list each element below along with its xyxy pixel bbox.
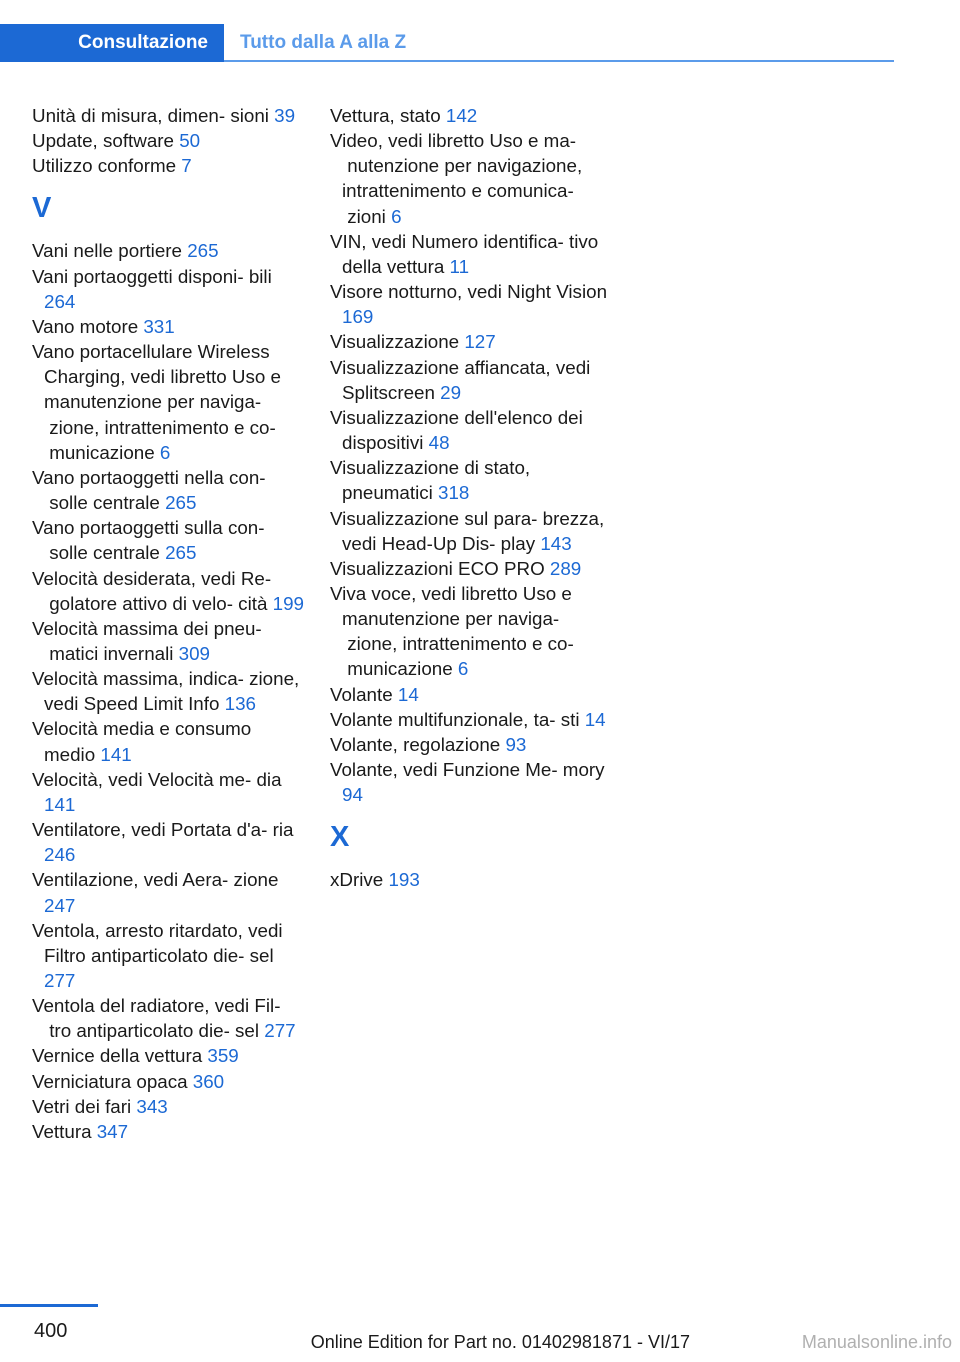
index-entry-page-link[interactable]: 318 bbox=[438, 482, 470, 504]
index-entry-term: Ventilatore, vedi Portata d'a- ria bbox=[32, 819, 294, 841]
index-entry bbox=[32, 566, 307, 616]
index-entry bbox=[32, 238, 307, 263]
index-entry bbox=[330, 229, 610, 279]
index-entry-page-link[interactable]: 265 bbox=[165, 492, 197, 514]
index-letter-v: V bbox=[32, 192, 52, 225]
index-entry-term: Vettura, stato bbox=[330, 105, 446, 126]
index-entry bbox=[32, 918, 307, 993]
index-entry-term: Visualizzazione affiancata, vedi Splitscreen bbox=[330, 356, 591, 403]
index-entry-term: Visualizzazione di stato, pneumatici bbox=[330, 457, 531, 504]
index-entry-page-link[interactable]: 347 bbox=[96, 1120, 129, 1142]
index-entry-term: Vernice della vettura bbox=[32, 1045, 208, 1067]
footer-accent-bar bbox=[0, 1304, 98, 1307]
index-entry bbox=[330, 867, 610, 892]
index-entry bbox=[32, 993, 307, 1043]
index-entry-term: Velocità massima dei pneu- matici invernali bbox=[32, 617, 262, 664]
index-column-left bbox=[32, 103, 307, 1144]
index-entry bbox=[32, 666, 307, 716]
index-entry bbox=[32, 264, 307, 314]
index-entry bbox=[32, 1094, 307, 1119]
index-entry-page-link[interactable]: 360 bbox=[192, 1070, 225, 1092]
index-entry bbox=[330, 455, 610, 505]
index-entry-page-link[interactable]: 359 bbox=[207, 1045, 239, 1067]
index-entry-page-link[interactable]: 141 bbox=[44, 793, 76, 815]
index-entry-term: Volante bbox=[330, 683, 398, 705]
index-group-x bbox=[330, 867, 610, 892]
index-entry bbox=[32, 817, 307, 867]
index-entry-page-link[interactable]: 169 bbox=[342, 306, 374, 328]
index-group-u bbox=[32, 103, 307, 178]
index-entry-term: Visore notturno, vedi Night Vision bbox=[330, 281, 608, 303]
index-entry-page-link[interactable]: 277 bbox=[44, 970, 76, 991]
index-entry bbox=[330, 757, 610, 807]
index-entry-term: Vani portaoggetti disponi- bili bbox=[32, 265, 272, 287]
tab-tutto-dalla-a-alla-z[interactable]: Tutto dalla A alla Z bbox=[240, 32, 407, 53]
index-entry-page-link[interactable]: 141 bbox=[100, 743, 132, 765]
index-entry bbox=[32, 767, 307, 817]
index-entry bbox=[32, 339, 307, 465]
index-entry-term: Volante, vedi Funzione Me- mory bbox=[330, 759, 605, 781]
index-entry-page-link[interactable]: 50 bbox=[179, 130, 201, 152]
index-entry-page-link[interactable]: 6 bbox=[391, 205, 402, 227]
index-entry-page-link[interactable]: 331 bbox=[143, 315, 175, 337]
index-entry-page-link[interactable]: 6 bbox=[457, 658, 469, 680]
index-entry-page-link[interactable]: 193 bbox=[388, 869, 420, 891]
index-entry bbox=[32, 515, 307, 565]
index-entry bbox=[330, 732, 610, 757]
index-entry-page-link[interactable]: 247 bbox=[44, 894, 76, 916]
index-entry-term: Vano motore bbox=[32, 315, 144, 337]
index-entry bbox=[330, 355, 610, 405]
index-entry bbox=[32, 1119, 307, 1144]
index-entry-page-link[interactable]: 199 bbox=[272, 592, 304, 614]
index-entry-term: Velocità, vedi Velocità me- dia bbox=[32, 768, 282, 790]
index-entry bbox=[32, 314, 307, 339]
index-entry-term: Visualizzazione dell'elenco dei dispositivi bbox=[330, 406, 583, 454]
index-entry-page-link[interactable]: 39 bbox=[274, 105, 296, 126]
index-entry bbox=[330, 128, 610, 229]
index-entry bbox=[330, 707, 610, 732]
index-entry-term: Verniciatura opaca bbox=[32, 1070, 193, 1092]
index-entry-term: Ventola, arresto ritardato, vedi Filtro antiparticolato die- sel bbox=[32, 919, 283, 966]
tab-consultazione[interactable]: Consultazione bbox=[0, 24, 224, 62]
index-entry-page-link[interactable]: 29 bbox=[440, 381, 462, 403]
index-entry-page-link[interactable]: 127 bbox=[464, 331, 496, 353]
index-entry bbox=[330, 405, 610, 455]
index-entry-page-link[interactable]: 343 bbox=[136, 1095, 168, 1117]
index-entry-term: Vano portaoggetti sulla con- solle centrale bbox=[32, 517, 265, 564]
index-entry bbox=[32, 153, 307, 178]
index-entry bbox=[330, 329, 610, 354]
index-entry-page-link[interactable]: 265 bbox=[187, 240, 219, 262]
index-entry-term: Viva voce, vedi libretto Uso e manutenzione per naviga- zione, intrattenimento e co- municazione bbox=[330, 582, 574, 680]
page-number: 400 bbox=[34, 1320, 68, 1342]
index-entry-term: Ventilazione, vedi Aera- zione bbox=[32, 869, 279, 891]
index-entry-page-link[interactable]: 309 bbox=[178, 642, 210, 664]
index-entry bbox=[330, 279, 610, 329]
index-entry-term: Vetri dei fari bbox=[32, 1095, 137, 1117]
index-column-right bbox=[330, 103, 610, 893]
index-entry-page-link[interactable]: 265 bbox=[165, 542, 197, 564]
index-entry-page-link[interactable]: 93 bbox=[505, 733, 527, 755]
index-entry-page-link[interactable]: 94 bbox=[342, 784, 363, 806]
index-entry-page-link[interactable]: 142 bbox=[445, 105, 478, 126]
index-entry-term: Vettura bbox=[32, 1120, 97, 1142]
index-entry-term: Visualizzazione bbox=[330, 331, 465, 353]
index-entry bbox=[330, 506, 610, 556]
footer-edition: Online Edition for Part no. 01402981871 - VI/17 bbox=[310, 1332, 690, 1352]
index-entry-term: Vani nelle portiere bbox=[32, 240, 188, 262]
index-entry-term: Video, vedi libretto Uso e ma- nutenzione per navigazione, intrattenimento e comunica- zioni bbox=[330, 130, 583, 227]
index-entry bbox=[32, 103, 307, 128]
footer-watermark: Manualsonline.info bbox=[801, 1332, 952, 1352]
index-entry bbox=[32, 616, 307, 666]
index-entry bbox=[32, 128, 307, 153]
index-entry-page-link[interactable]: 264 bbox=[44, 290, 76, 312]
index-entry-term: Ventola del radiatore, vedi Fil- tro antiparticolato die- sel bbox=[32, 995, 281, 1042]
index-entry bbox=[32, 1043, 307, 1068]
index-entry-term: Volante multifunzionale, ta- sti bbox=[330, 708, 585, 730]
index-entry bbox=[32, 465, 307, 515]
index-entry bbox=[330, 581, 610, 682]
index-entry bbox=[32, 716, 307, 766]
index-entry bbox=[32, 1069, 307, 1094]
index-entry-term: xDrive bbox=[330, 869, 389, 891]
index-letter-x: X bbox=[330, 821, 350, 854]
index-entry-page-link[interactable]: 6 bbox=[159, 441, 171, 463]
index-entry bbox=[330, 556, 610, 581]
index-entry-page-link[interactable]: 48 bbox=[428, 432, 450, 454]
index-entry-term: Visualizzazioni ECO PRO bbox=[330, 557, 550, 579]
index-entry-term: Velocità media e consumo medio bbox=[32, 718, 252, 765]
header-underline bbox=[224, 60, 894, 62]
index-entry-term: Unità di misura, dimen- sioni bbox=[32, 105, 275, 126]
index-entry-page-link[interactable]: 14 bbox=[397, 683, 419, 705]
index-entry bbox=[32, 867, 307, 917]
index-entry bbox=[330, 103, 610, 128]
index-entry-page-link[interactable]: 136 bbox=[224, 693, 256, 715]
index-entry-term: Update, software bbox=[32, 130, 180, 152]
index-entry-page-link[interactable]: 7 bbox=[181, 155, 192, 177]
index-entry-term: VIN, vedi Numero identifica- tivo della vettura bbox=[330, 230, 599, 277]
index-entry-page-link[interactable]: 14 bbox=[584, 708, 606, 730]
index-group-v bbox=[32, 238, 307, 1144]
index-entry-page-link[interactable]: 289 bbox=[549, 557, 582, 579]
index-entry bbox=[330, 682, 610, 707]
index-entry-page-link[interactable]: 143 bbox=[540, 532, 572, 554]
index-entry-term: Velocità massima, indica- zione, vedi Speed Limit Info bbox=[32, 668, 300, 715]
index-entry-term: Vano portacellulare Wireless Charging, vedi libretto Uso e manutenzione per naviga- zione, intrattenimento e co- municazione bbox=[32, 341, 281, 463]
index-entry-term: Velocità desiderata, vedi Re- golatore attivo di velo- cità bbox=[32, 567, 273, 614]
index-entry-term: Volante, regolazione bbox=[330, 733, 506, 755]
index-entry-page-link[interactable]: 277 bbox=[264, 1020, 296, 1042]
index-entry-page-link[interactable]: 246 bbox=[44, 844, 76, 866]
index-entry-page-link[interactable]: 11 bbox=[449, 255, 470, 277]
index-entry-term: Vano portaoggetti nella con- solle centrale bbox=[32, 466, 266, 514]
index-entry-term: Visualizzazione sul para- brezza, vedi Head-Up Dis- play bbox=[330, 507, 605, 554]
index-group-v-cont bbox=[330, 103, 610, 807]
index-entry-term: Utilizzo conforme bbox=[32, 155, 182, 177]
